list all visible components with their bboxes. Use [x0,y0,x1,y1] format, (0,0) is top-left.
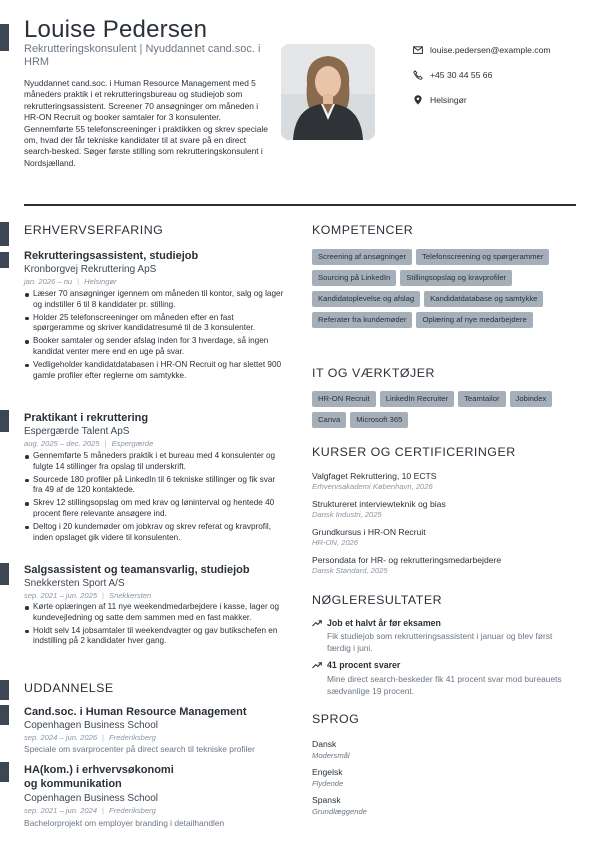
job-meta: aug. 2025 – dec. 2025 | Espergærde [24,439,154,448]
job-title: Salgsassistent og teamansvarlig, studiejob [24,564,250,576]
education-meta: sep. 2024 – jun. 2026 | Frederiksberg [24,733,156,742]
phone-icon [413,70,423,80]
job-period: aug. 2025 – dec. 2025 [24,439,100,448]
tool-tag: HR-ON Recruit [312,391,376,407]
list-item: Deltog i 20 kundemøder om jobkrav og skrev referat og kravprofil, inden opslaget gik videre til konsulenten. [24,522,286,544]
job-place: Snekkersten [109,591,152,600]
language-level: Grundlæggende [312,807,367,816]
course-name: Grundkursus i HR-ON Recruit [312,527,426,537]
mail-icon [413,45,423,55]
tool-tag: Canva [312,412,346,428]
skill-tag: Stillingsopslag og kravprofiler [400,270,512,286]
section-heading-results: NØGLERESULTATER [312,593,443,607]
tools-tag-list [312,391,580,428]
tool-tag: Teamtailor [458,391,505,407]
job-place: Espergærde [111,439,154,448]
accent-bar [0,252,9,268]
section-heading-tools: IT OG VÆRKTØJER [312,366,435,380]
degree-title: Cand.soc. i Human Resource Management [24,706,247,718]
language-name: Dansk [312,739,337,749]
job-bullets [24,602,286,649]
tool-tag: Microsoft 365 [350,412,408,428]
course-source: Erhvervsakademi København, 2026 [312,482,433,491]
school-name: Copenhagen Business School [24,793,158,804]
skill-tag: Referater fra kundemøder [312,312,412,328]
candidate-name: Louise Pedersen [24,16,208,43]
language-name: Engelsk [312,767,343,777]
list-item: Gennemførte 5 måneders praktik i et bureau med 4 konsulenter og fulgte 14 stillinger fra opslag til underskrift. [24,451,286,473]
job-period: jan. 2026 – nu [24,277,73,286]
accent-bar [0,24,9,51]
course-name: Persondata for HR- og rekrutteringsmedarbejdere [312,555,502,565]
contact-location-text: Helsingør [430,95,467,105]
education-period: sep. 2024 – jun. 2026 [24,733,98,742]
header-divider [24,204,576,206]
result-title [312,618,441,628]
job-meta: jan. 2026 – nu | Helsingør [24,277,117,286]
job-period: sep. 2021 – jun. 2025 [24,591,98,600]
accent-bar [0,563,9,585]
education-description: Bachelorprojekt om employer branding i detailhandlen [24,818,225,828]
skill-tag: Telefonscreening og spørgerammer [416,249,549,265]
job-title: Praktikant i rekruttering [24,412,149,424]
skill-tag: Kandidatdatabase og samtykke [424,291,543,307]
result-title [312,660,400,670]
skill-tag: Sourcing på LinkedIn [312,270,396,286]
profile-summary: Nyuddannet cand.soc. i Human Resource Management med 5 måneders praktik i et rekrutteringsbureau og studiejob som rekrutteringsassistent. Screener 70 ansøgninger om måneden i HR-ON Recruit og booker samtaler for 3 konsulenter. Gennemførte 55 telefonscreeninger i praktikken og skrev speciale om, hvad der får tekniske kandidater til at svare på en direct search-besked. Søger første stilling som rekrutteringskonsulent i Nordsjælland. [24,78,268,168]
course-source: Dansk Industri, 2025 [312,510,382,519]
contact-email[interactable] [413,45,551,55]
language-level: Flydende [312,779,344,788]
job-bullets [24,289,286,383]
skills-tag-list [312,249,580,328]
list-item: Vedligeholder kandidatdatabasen i HR-ON Recruit og har slettet 900 gamle profiler efter reglerne om samtykke. [24,360,286,382]
list-item: Kørte oplæringen af 11 nye weekendmedarbejdere i kasse, lager og kundevejledning og satte dem sammen med en fast makker. [24,602,286,624]
job-title: Rekrutteringsassistent, studiejob [24,250,199,262]
accent-bar [0,680,9,700]
list-item: Holdt selv 14 jobsamtaler til weekendvagter og gav butikschefen en indstilling på 2 kandidater hver gang. [24,626,286,648]
course-source: HR-ON, 2026 [312,538,359,547]
job-bullets [24,451,286,545]
trend-up-icon [312,661,322,669]
list-item: Læser 70 ansøgninger igennem om måneden til kontor, salg og lager og indstiller 6 til 8 kandidater pr. stilling. [24,289,286,311]
profile-photo [281,44,375,140]
education-place: Frederiksberg [109,733,156,742]
trend-up-icon [312,619,322,627]
tool-tag: Jobindex [510,391,553,407]
education-period: sep. 2021 – jun. 2024 [24,806,98,815]
job-company: Espergærde Talent ApS [24,426,130,437]
accent-bar [0,222,9,246]
school-name: Copenhagen Business School [24,720,158,731]
job-meta: sep. 2021 – jun. 2025 | Snekkersten [24,591,152,600]
skill-tag: Screening af ansøgninger [312,249,412,265]
result-title-text: 41 procent svarer [327,660,401,670]
contact-phone-text: +45 30 44 55 66 [430,70,493,80]
list-item: Sourcede 180 profiler på LinkedIn til 6 tekniske stillinger og fik svar fra 49 af de 120 kontaktede. [24,475,286,497]
language-level: Modersmål [312,751,350,760]
accent-bar [0,410,9,432]
candidate-subtitle: Rekrutteringskonsulent | Nyuddannet cand.soc. i HRM [24,43,261,68]
course-source: Dansk Standard, 2025 [312,566,388,575]
result-description: Fik studiejob som rekrutteringsassistent i januar og blev først færdig i juni. [327,631,553,653]
course-name: Valgfaget Rekruttering, 10 ECTS [312,471,437,481]
section-heading-education: UDDANNELSE [24,681,114,695]
tool-tag: LinkedIn Recruiter [380,391,454,407]
skill-tag: Kandidatoplevelse og afslag [312,291,420,307]
course-name: Struktureret interviewteknik og bias [312,499,446,509]
contact-email-text: louise.pedersen@example.com [430,45,551,55]
job-company: Snekkersten Sport A/S [24,578,125,589]
education-place: Frederiksberg [109,806,156,815]
section-heading-courses: KURSER OG CERTIFICERINGER [312,445,516,459]
list-item: Skrev 12 stillingsopslag om med krav og løninterval og hentede 40 procent flere relevante ansøgere ind. [24,498,286,520]
job-place: Helsingør [84,277,117,286]
skill-tag: Oplæring af nye medarbejdere [416,312,532,328]
accent-bar [0,762,9,782]
list-item: Holder 25 telefonscreeninger om måneden efter en fast spørgeramme og skriver kandidatresumé til de 3 konsulenter. [24,313,286,335]
accent-bar [0,705,9,725]
language-name: Spansk [312,795,341,805]
section-heading-experience: ERHVERVSERFARING [24,223,164,237]
education-meta: sep. 2021 – jun. 2024 | Frederiksberg [24,806,156,815]
education-description: Speciale om svarprocenter på direct search til tekniske profiler [24,744,255,754]
degree-title: HA(kom.) i erhvervsøkonomi [24,764,174,776]
location-pin-icon [413,95,423,105]
section-heading-languages: SPROG [312,712,360,726]
contact-location [413,95,467,105]
result-title-text: Job et halvt år før eksamen [327,618,441,628]
section-heading-skills: KOMPETENCER [312,223,414,237]
contact-phone[interactable] [413,70,492,80]
result-description: Mine direct search-beskeder fik 41 procent svar mod bureauets sædvanlige 19 procent. [327,674,562,696]
list-item: Booker samtaler og sender afslag inden for 3 hverdage, så ingen kandidat venter mere end en uge på svar. [24,336,286,358]
job-company: Kronborgvej Rekruttering ApS [24,264,157,275]
degree-title-line2: og kommunikation [24,778,122,790]
